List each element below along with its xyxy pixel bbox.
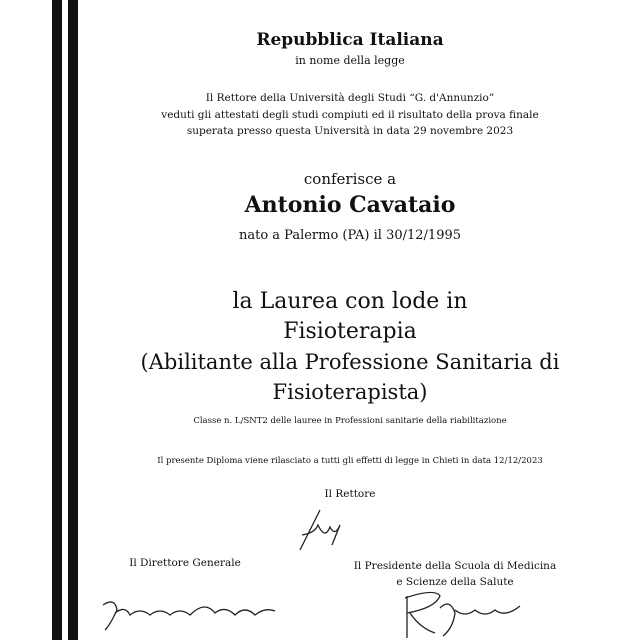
confers-text: conferisce a xyxy=(303,170,397,188)
director-signature xyxy=(95,595,285,635)
document-subtitle: in nome della legge xyxy=(295,54,405,67)
president-label-line2: e Scienze della Salute xyxy=(396,576,514,588)
recipient-name: Antonio Cavataio xyxy=(244,192,456,218)
preamble-line: Il Rettore della Università degli Studi “G. d'Annunzio” xyxy=(205,92,495,104)
preamble-line: veduti gli attestati degli studi compiuti ed il risultato della prova finale xyxy=(161,109,539,121)
degree-class: Classe n. L/SNT2 delle lauree in Professioni sanitarie della riabilitazione xyxy=(193,416,507,426)
president-label: Il Presidente della Scuola di Medicina xyxy=(353,560,557,572)
recipient-birth: nato a Palermo (PA) il 30/12/1995 xyxy=(238,228,462,243)
rector-signature xyxy=(290,505,350,555)
director-label: Il Direttore Generale xyxy=(129,557,241,569)
rector-label: Il Rettore xyxy=(324,488,376,500)
border-bar-left xyxy=(52,0,62,640)
degree-line: la Laurea con lode in xyxy=(232,289,468,314)
document-title: Repubblica Italiana xyxy=(256,30,444,50)
degree-line: Fisioterapista) xyxy=(272,380,428,404)
degree-line: Fisioterapia xyxy=(283,319,417,344)
preamble-line: superata presso questa Università in data 29 novembre 2023 xyxy=(186,125,514,137)
issue-statement: Il presente Diploma viene rilasciato a tutti gli effetti di legge in Chieti in data 12/12/2023 xyxy=(157,456,543,466)
degree-line: (Abilitante alla Professione Sanitaria di xyxy=(140,350,560,374)
president-signature xyxy=(395,588,535,640)
border-bar-right xyxy=(68,0,78,640)
